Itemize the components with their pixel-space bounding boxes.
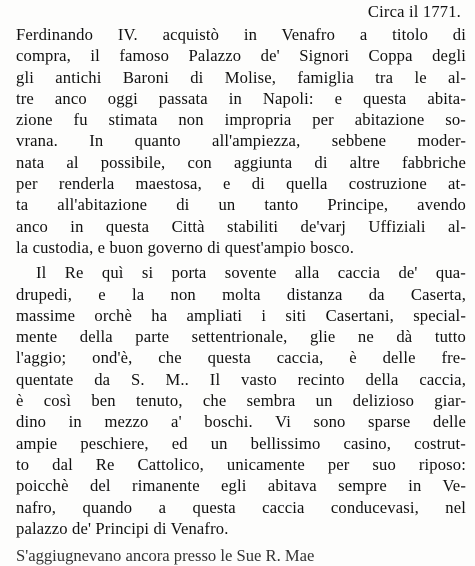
text-line: Ferdinando IV. acquistò in Venafro a titolo di [16, 25, 466, 44]
text-line: to dal Re Cattolico, unicamente per suo riposo: [16, 454, 466, 474]
partial-bottom-text: S'aggiugnevano ancora presso le Sue R. Mae [16, 546, 315, 565]
text-line: nafro, quando a questa caccia conducevasi, nel [16, 497, 466, 517]
page-body [16, 24, 466, 539]
text-line: è così ben tenuto, che sembra un delizioso giar- [16, 391, 466, 411]
text-line: palazzo de' Principi di Venafro. [16, 518, 229, 538]
text-line: Il Re quì si porta sovente alla caccia de' qua- [36, 263, 466, 283]
text-line: quentate da S. M.. Il vasto recinto della caccia, [16, 369, 466, 389]
text-line: tre anco oggi passata in Napoli: e questa abita- [16, 88, 466, 108]
text-line: l'aggio; ond'è, che questa caccia, è delle fre- [16, 348, 466, 368]
text-line: zione fu stimata non impropria per abitazione so- [16, 110, 466, 130]
paragraph-2 [16, 262, 466, 539]
text-line: drupedi, e la non molta distanza da Caserta, [16, 284, 466, 304]
text-line: dino in mezzo a' boschi. Vi sono sparse delle [16, 412, 466, 432]
running-header: Circa il 1771. [367, 2, 461, 21]
text-line: per renderla maestosa, e di quella costruzione at- [16, 174, 466, 194]
text-line: mente della parte settentrionale, glie ne dà tutto [16, 327, 466, 347]
text-line: poicchè del rimanente egli abitava sempre in Ve- [16, 476, 466, 496]
text-line: compra, il famoso Palazzo de' Signori Coppa degli [16, 46, 466, 66]
text-line: gli antichi Baroni di Molise, famiglia tra le al- [16, 67, 466, 87]
text-line: nata al possibile, con aggiunta di altre fabbriche [16, 152, 466, 172]
partial-bottom-line [16, 546, 466, 566]
text-line: ta all'abitazione di un tanto Principe, avendo [16, 195, 466, 215]
text-line: vrana. In quanto all'ampiezza, sebbene moder- [16, 131, 466, 151]
text-line: anco in questa Città stabiliti de'varj Uffiziali al- [16, 216, 466, 236]
text-line: massime orchè ha ampliati i siti Casertani, special- [16, 305, 466, 325]
text-line: ampie peschiere, ed un bellissimo casino, costrut- [16, 433, 466, 453]
text-line: la custodia, e buon governo di quest'ampio bosco. [16, 237, 355, 257]
paragraph-1 [16, 24, 466, 258]
